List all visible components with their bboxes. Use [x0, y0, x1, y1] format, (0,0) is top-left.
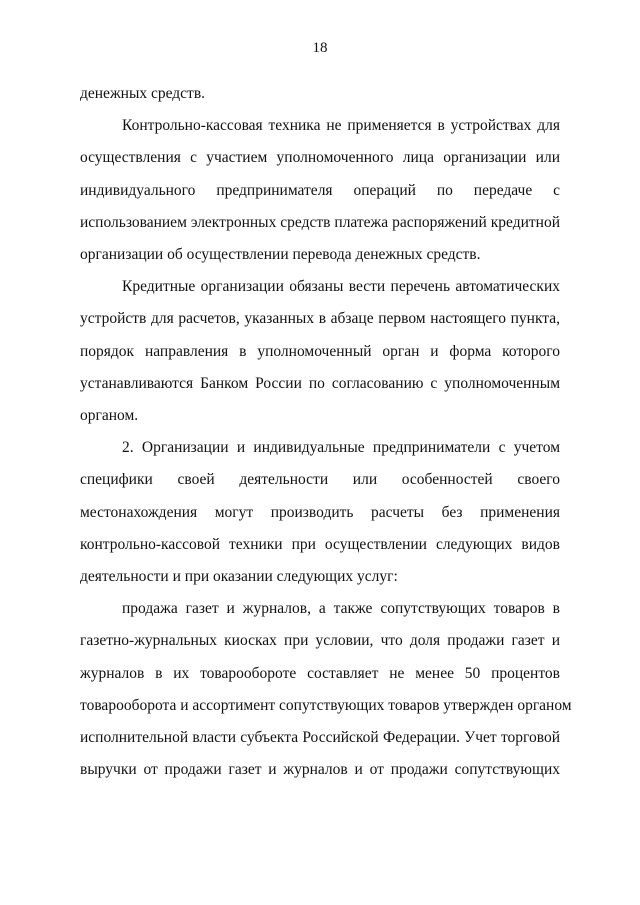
text-line: устанавливаются Банком России по согласованию с уполномоченным — [80, 374, 560, 392]
text-line: использованием электронных средств платежа распоряжений кредитной — [80, 213, 560, 231]
text-line: Кредитные организации обязаны вести перечень автоматических — [122, 278, 560, 296]
paragraph-5 — [80, 593, 572, 786]
text-line: исполнительной власти субъекта Российской Федерации. Учет торговой — [80, 729, 560, 747]
paragraph-3 — [80, 271, 560, 432]
text-line: выручки от продажи газет и журналов и от продажи сопутствующих — [80, 761, 560, 779]
paragraph-4 — [80, 432, 560, 593]
text-line: органом. — [80, 407, 139, 425]
text-line: специфики своей деятельности или особенностей своего — [80, 471, 560, 489]
page-number: 18 — [312, 40, 328, 56]
paragraph-2 — [80, 110, 560, 271]
text-line: контрольно-кассовой техники при осуществлении следующих видов — [80, 535, 560, 553]
text-line: организации об осуществлении перевода денежных средств. — [80, 246, 481, 264]
paragraph-1 — [80, 78, 560, 110]
text-line: устройств для расчетов, указанных в абзаце первом настоящего пункта, — [80, 310, 560, 328]
text-line: денежных средств. — [80, 85, 206, 102]
document-body — [80, 78, 572, 786]
text-line: порядок направления в уполномоченный орган и форма которого — [80, 342, 560, 360]
text-line: осуществления с участием уполномоченного лица организации или — [80, 149, 560, 167]
text-line: газетно-журнальных киосках при условии, что доля продажи газет и — [80, 632, 560, 650]
text-line: 2. Организации и индивидуальные предприниматели с учетом — [122, 439, 560, 457]
text-line: Контрольно-кассовая техника не применяется в устройствах для — [122, 117, 560, 135]
text-line: местонахождения могут производить расчеты без применения — [80, 503, 560, 521]
text-line: деятельности и при оказании следующих услуг: — [80, 568, 398, 586]
text-line: продажа газет и журналов, а также сопутствующих товаров в — [122, 600, 560, 618]
text-line: журналов в их товарообороте составляет не менее 50 процентов — [80, 664, 560, 682]
text-line: индивидуального предпринимателя операций по передаче с — [80, 181, 560, 199]
text-line: товарооборота и ассортимент сопутствующих товаров утвержден органом — [80, 696, 572, 714]
